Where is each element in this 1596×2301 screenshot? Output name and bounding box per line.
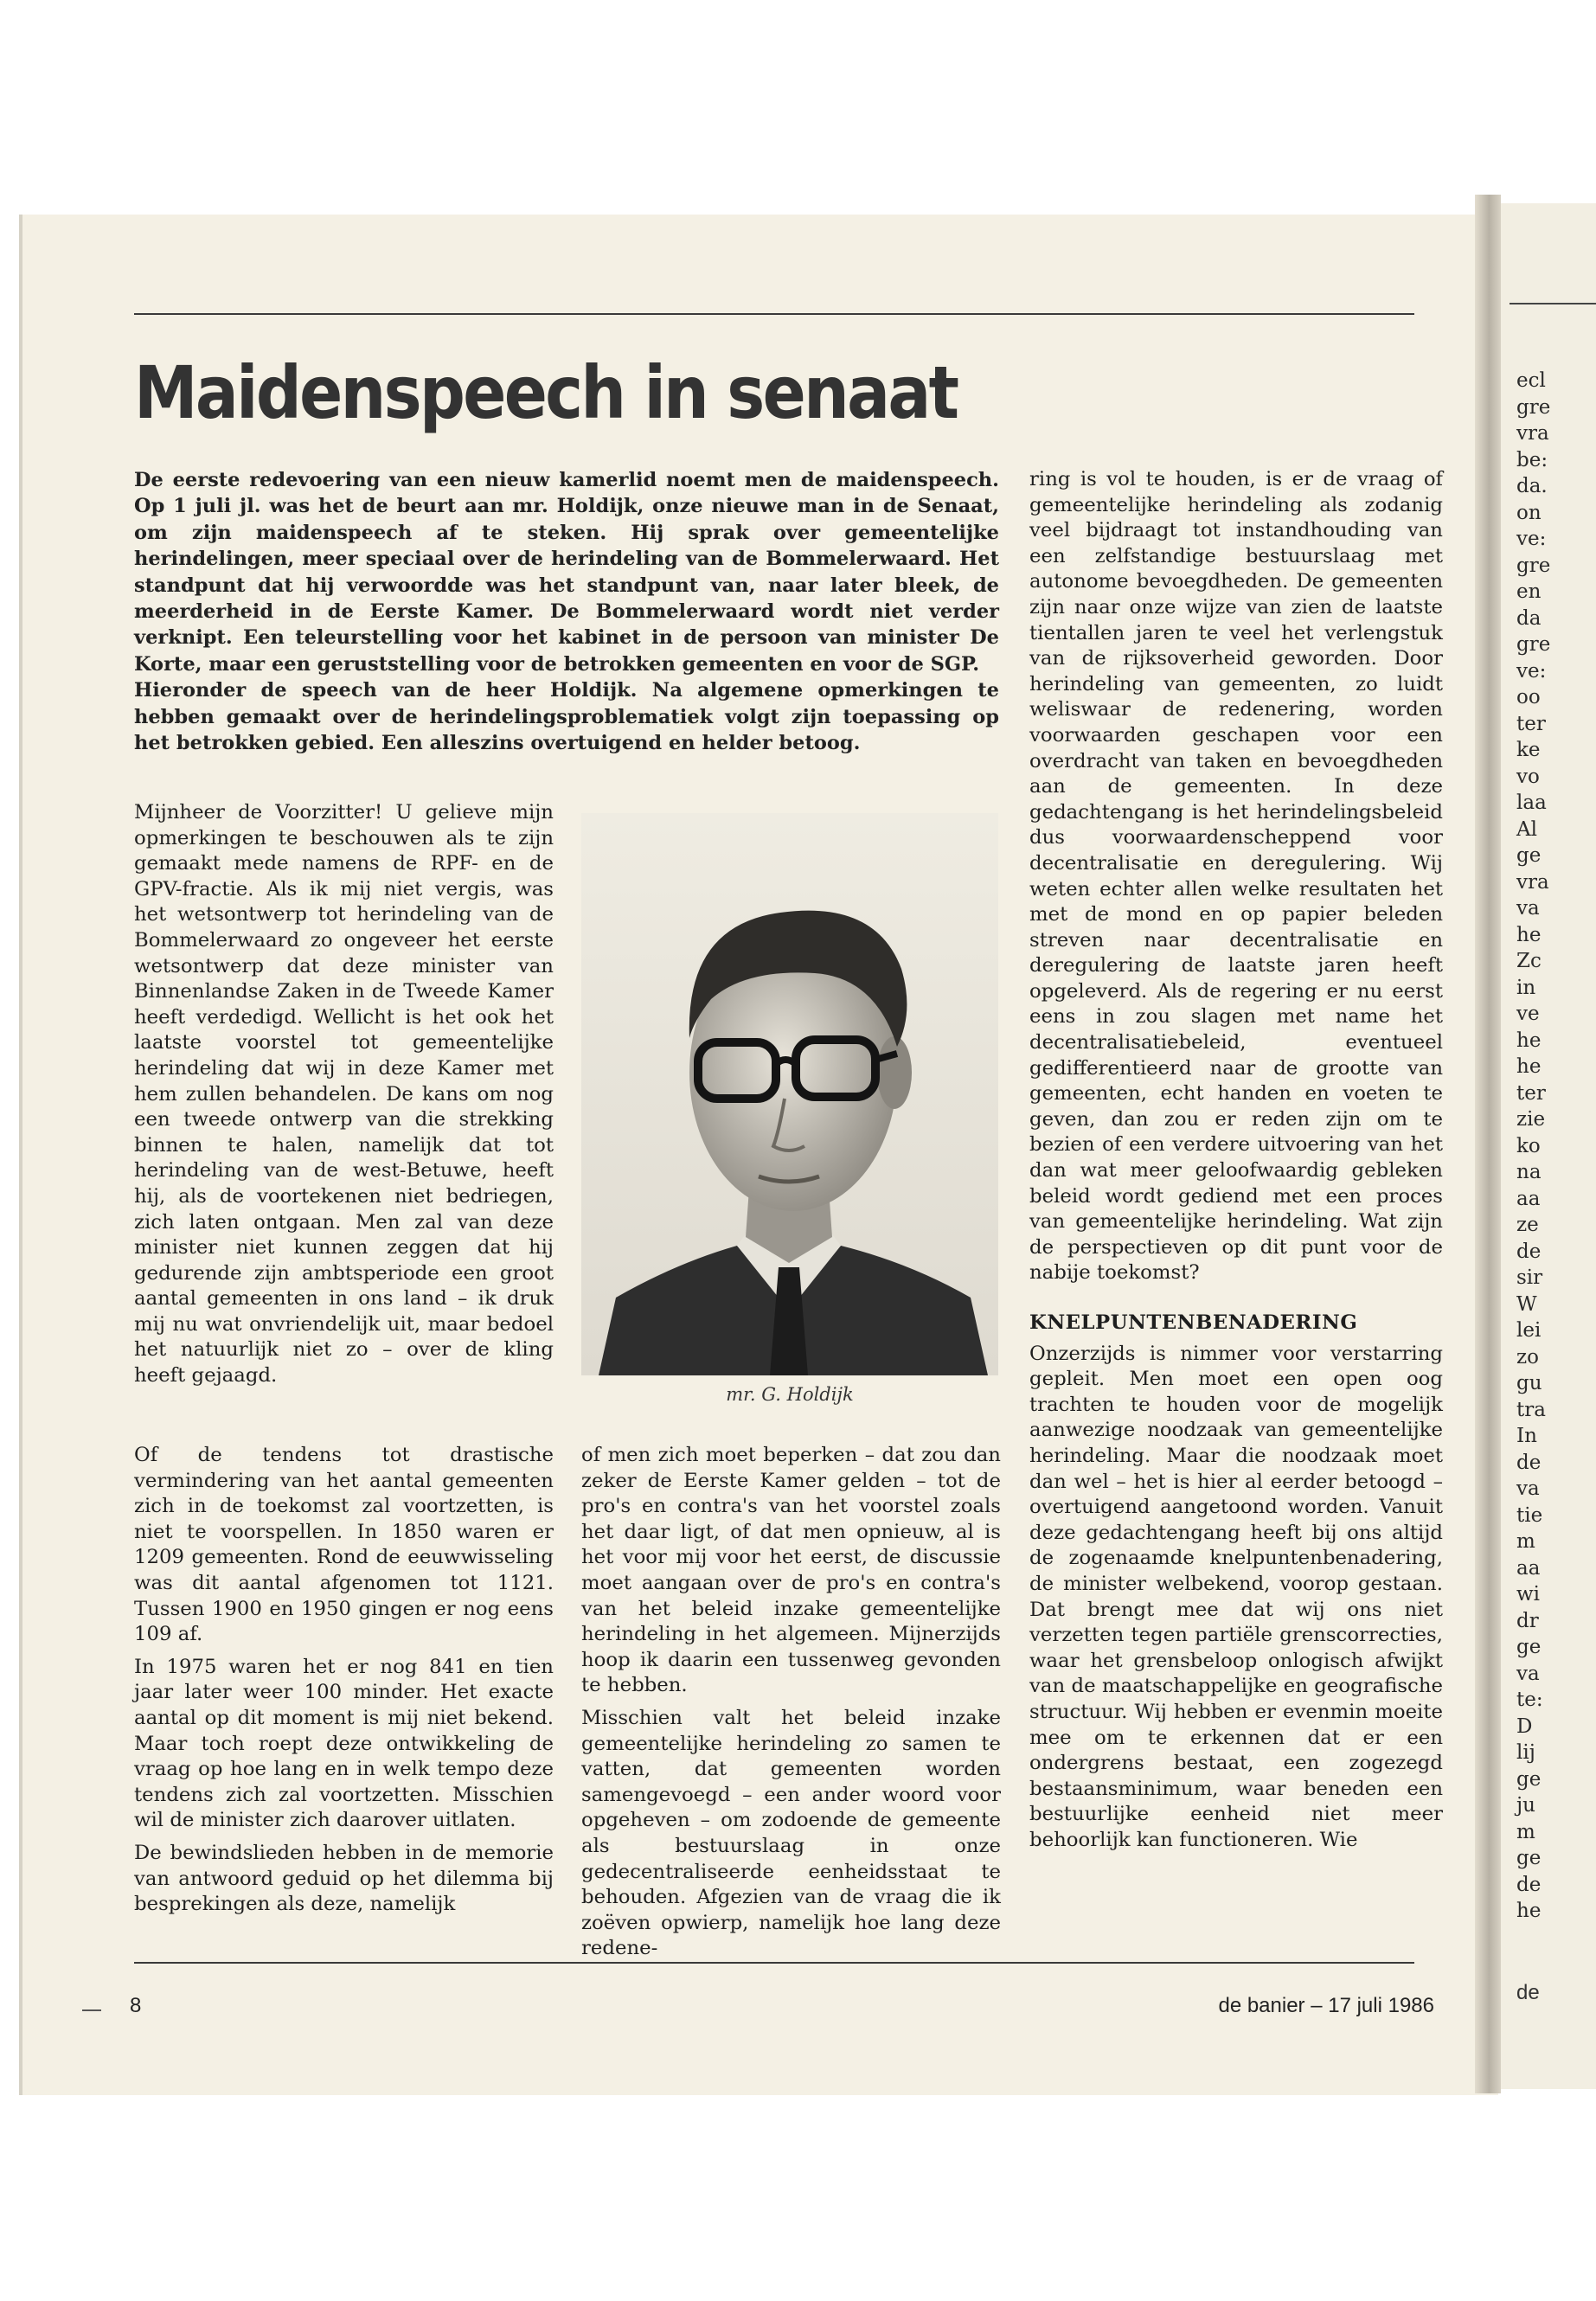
adjacent-page-fragment: ge xyxy=(1516,1847,1542,1869)
adjacent-page-fragment: gre xyxy=(1516,633,1551,656)
adjacent-page-fragment: da. xyxy=(1516,475,1548,497)
margin-dash xyxy=(82,2009,101,2011)
adjacent-page-fragment: laa xyxy=(1516,792,1547,814)
adjacent-page-fragment: gre xyxy=(1516,554,1551,577)
top-rule xyxy=(134,313,1414,315)
portrait-illustration xyxy=(581,813,998,1375)
intro-paragraph: Hieronder de speech van de heer Holdijk. Na algemene opmerkingen te hebben gemaakt over de herindelingsproblematiek volgt zijn toepassing op het betrokken gebied. Een alleszins overtuigend en helder betoog. xyxy=(134,679,999,755)
column-3 xyxy=(1029,467,1443,1860)
running-footer: de banier – 17 juli 1986 xyxy=(1218,1994,1434,2017)
adjacent-page-footer: de xyxy=(1516,1981,1540,2004)
adjacent-page-fragment: ko xyxy=(1516,1134,1541,1157)
adjacent-page-fragment: de xyxy=(1516,1451,1542,1474)
body-paragraph: Misschien valt het beleid inzake gemeentelijke herindeling zo samen te vatten, dat gemeenten worden samengevoegd – een ander woord voor opgeheven – om zodoende de gemeente als bestuurslaag in onze gedecentraliseerde eenheidsstaat te behouden. Afgezien van de vraag die ik zoëven opwierp, namelijk hoe lang deze redene- xyxy=(581,1706,1001,1960)
adjacent-page-fragment: he xyxy=(1516,923,1542,946)
section-subheading: KNELPUNTENBENADERING xyxy=(1029,1311,1358,1334)
adjacent-page-fragment: he xyxy=(1516,1029,1542,1052)
adjacent-page-fragment: he xyxy=(1516,1055,1542,1078)
body-paragraph: Onzerzijds is nimmer voor verstarring gepleit. Men moet een open oog trachten te houden voor de mogelijk aanwezige noodzaak van gemeentelijke herindeling. Maar die noodzaak moet dan wel – het is hier al eerder betoogd – overtuigend aangetoond worden. Vanuit deze gedachtengang heeft bij ons altijd de zogenaamde knelpuntenbenadering, de minister welbekend, voorop gestaan. Dat brengt mee dat wij ons niet verzetten tegen partiële grenscorrecties, waar het grensbeloop onlogisch afwijkt van de maatschappelijke en geografische structuur. Wij hebben er evenmin moeite mee om te erkennen dat er een ondergrens bestaat, een zogezegd bestaansminimum, waar beneden een bestuurlijke eenheid niet meer behoorlijk kan functioneren. Wie xyxy=(1029,1342,1443,1851)
article-intro xyxy=(134,467,999,756)
body-paragraph: ring is vol te houden, is er de vraag of gemeentelijke herindeling als zodanig veel bijdraagt tot instandhouding van een zelfstandige bestuurslaag met autonome bevoegdheden. De gemeenten zijn naar onze wijze van zien de laatste tientallen jaren te veel het verlengstuk van de rijksoverheid geworden. Door herindeling van gemeenten, zo luidt weliswaar de redenering, worden voorwaarden geschapen voor een overdracht van taken en bevoegdheden aan de gemeenten. In deze gedachtengang is het herindelingsbeleid dus voorwaardenscheppend voor decentralisatie en deregulering. Wij weten echter allen welke resultaten het met de mond en op papier beleden streven naar decentralisatie en deregulering de laatste jaren heeft opgeleverd. Als de regering er nu eerst eens in zou slagen met name het decentralisatiebeleid, eventueel gedifferentieerd naar de grootte van gemeenten, echt handen en voeten te geven, dan zou er reden zijn om te bezien of een verdere uitvoering van het dan wat meer geloofwaardig gebleken beleid wordt gediend met een proces van gemeentelijke herindeling. Wat zijn de perspectieven op dit punt voor de nabije toekomst? xyxy=(1029,468,1443,1285)
column-1-bottom xyxy=(134,1443,554,1925)
adjacent-page-fragment: gu xyxy=(1516,1372,1542,1394)
adjacent-page-fragment: m xyxy=(1516,1820,1535,1843)
adjacent-page-fragment: ge xyxy=(1516,844,1542,867)
bottom-rule xyxy=(134,1962,1414,1964)
intro-paragraph: De eerste redevoering van een nieuw kamerlid noemt men de maidenspeech. Op 1 juli jl. was het de beurt aan mr. Holdijk, onze nieuwe man in de Senaat, om zijn maidenspeech af te steken. Hij sprak over gemeentelijke herindelingen, meer speciaal over de herindeling van de Bommelerwaard. Het standpunt dat hij verwoordde was het standpunt van, naar later bleek, de meerderheid in de Eerste Kamer. De Bommelerwaard wordt niet verder verknipt. Een teleurstelling voor het kabinet in de persoon van minister De Korte, maar een geruststelling voor de betrokken gemeenten en voor de SGP. xyxy=(134,469,999,676)
adjacent-page-fragment: be: xyxy=(1516,448,1548,471)
adjacent-page-fragment: vra xyxy=(1516,422,1549,445)
book-spine xyxy=(1475,195,1501,2093)
adjacent-page-fragment: sir xyxy=(1516,1266,1543,1289)
adjacent-page-fragment: ke xyxy=(1516,739,1541,761)
adjacent-page xyxy=(1501,203,1596,2089)
adjacent-page-fragment: zie xyxy=(1516,1108,1546,1131)
adjacent-page-fragment: va xyxy=(1516,1662,1540,1685)
article-title: Maidenspeech in senaat xyxy=(134,350,958,435)
portrait-photo xyxy=(581,813,998,1375)
adjacent-page-fragment: tra xyxy=(1516,1398,1546,1421)
adjacent-page-fragment: m xyxy=(1516,1530,1535,1553)
adjacent-page-fragment: D xyxy=(1516,1715,1533,1738)
adjacent-page-fragment: ve: xyxy=(1516,528,1547,550)
adjacent-page-fragment: lij xyxy=(1516,1741,1535,1764)
adjacent-page-fragment: ze xyxy=(1516,1214,1539,1236)
body-paragraph: of men zich moet beperken – dat zou dan zeker de Eerste Kamer gelden – tot de pro's en contra's van het voorstel zoals het daar ligt, of dat men opnieuw, al is het voor mij voor het eerst, de discussie moet aangaan over de pro's en contra's van het beleid inzake gemeentelijke herindeling in het algemeen. Mijnerzijds hoop ik daarin een tussenweg gevonden te hebben. xyxy=(581,1444,1001,1697)
adjacent-page-fragment: in xyxy=(1516,976,1536,999)
adjacent-page-fragment: aa xyxy=(1516,1187,1541,1210)
adjacent-page-fragment: vo xyxy=(1516,765,1540,788)
adjacent-page-fragment: da xyxy=(1516,606,1542,630)
adjacent-page-fragment: ge xyxy=(1516,1636,1542,1658)
adjacent-page-fragment: oo xyxy=(1516,686,1541,708)
adjacent-page-fragment: on xyxy=(1516,501,1542,524)
body-paragraph: In 1975 waren het er nog 841 en tien jaar later weer 100 minder. Het exacte aantal op dit moment is mij niet bekend. Maar toch roept deze ontwikkeling de vraag op hoe lang en in welk tempo deze tendens zich zal voortzetten. Misschien wil de minister zich daarover uitlaten. xyxy=(134,1655,554,1832)
adjacent-page-fragment: dr xyxy=(1516,1609,1539,1632)
page-number: 8 xyxy=(130,1994,142,2017)
adjacent-page-fragment: ve xyxy=(1516,1003,1540,1025)
adjacent-page-fragment: In xyxy=(1516,1425,1537,1447)
adjacent-page-fragment: tie xyxy=(1516,1503,1543,1527)
adjacent-page-fragment: aa xyxy=(1516,1556,1541,1580)
adjacent-page-text xyxy=(1516,368,1594,1925)
adjacent-page-fragment: va xyxy=(1516,897,1540,920)
adjacent-page-fragment: ve: xyxy=(1516,659,1547,683)
adjacent-page-fragment: ju xyxy=(1516,1794,1535,1817)
adjacent-page-fragment: W xyxy=(1516,1292,1537,1316)
adjacent-page-fragment: na xyxy=(1516,1161,1542,1183)
adjacent-page-fragment: de xyxy=(1516,1240,1542,1263)
photo-caption: mr. G. Holdijk xyxy=(726,1384,854,1405)
adjacent-page-fragment: lei xyxy=(1516,1319,1542,1342)
adjacent-page-fragment: vra xyxy=(1516,870,1549,894)
adjacent-page-fragment: de xyxy=(1516,1873,1542,1896)
adjacent-page-fragment: ge xyxy=(1516,1767,1542,1791)
adjacent-page-fragment: ter xyxy=(1516,1081,1546,1105)
adjacent-page-fragment: Zc xyxy=(1516,950,1542,972)
body-paragraph: Mijnheer de Voorzitter! U gelieve mijn opmerkingen te beschouwen als te zijn gemaakt mede namens de RPF- en de GPV-fractie. Als ik mij niet vergis, was het wetsontwerp tot herindeling van de Bommelerwaard zo ongeveer het eerste wetsontwerp dat deze minister van Binnenlandse Zaken in de Tweede Kamer heeft verdedigd. Wellicht is het ook het laatste voorstel tot gemeentelijke herindeling dat wij in deze Kamer met hem zullen behandelen. De kans om nog een tweede ontwerp van die strekking binnen te halen, namelijk dat tot herindeling van de west-Betuwe, heeft hij, als de voortekenen niet bedriegen, zich laten ontgaan. Men zal van deze minister niet kunnen zeggen dat hij gedurende zijn ambtsperiode een groot aantal gemeenten in ons land – ik druk mij nu wat onvriendelijk uit, maar bedoel het natuurlijk niet zo – over de kling heeft gejaagd. xyxy=(134,801,554,1388)
column-2-bottom xyxy=(581,1443,1001,1969)
body-paragraph: De bewindslieden hebben in de memorie van antwoord geduid op het dilemma bij besprekingen als deze, namelijk xyxy=(134,1841,554,1916)
adjacent-page-fragment: wi xyxy=(1516,1583,1541,1606)
adjacent-page-fragment: ecl xyxy=(1516,369,1546,392)
adjacent-page-fragment: gre xyxy=(1516,395,1551,419)
adjacent-page-rule xyxy=(1509,303,1596,304)
adjacent-page-fragment: Al xyxy=(1516,817,1537,841)
adjacent-page-fragment: en xyxy=(1516,580,1542,603)
adjacent-page-fragment: ter xyxy=(1516,712,1546,735)
adjacent-page-fragment: te: xyxy=(1516,1689,1543,1711)
body-paragraph: Of de tendens tot drastische vermindering van het aantal gemeenten zich in de toekomst zal voortzetten, is niet te voorspellen. In 1850 waren er 1209 gemeenten. Rond de eeuwwisseling was dit aantal afgenomen tot 1121. Tussen 1900 en 1950 gingen er nog eens 109 af. xyxy=(134,1444,554,1646)
column-1-top xyxy=(134,800,554,1396)
adjacent-page-fragment: zo xyxy=(1516,1345,1539,1368)
adjacent-page-fragment: va xyxy=(1516,1477,1540,1500)
adjacent-page-fragment: he xyxy=(1516,1900,1542,1922)
